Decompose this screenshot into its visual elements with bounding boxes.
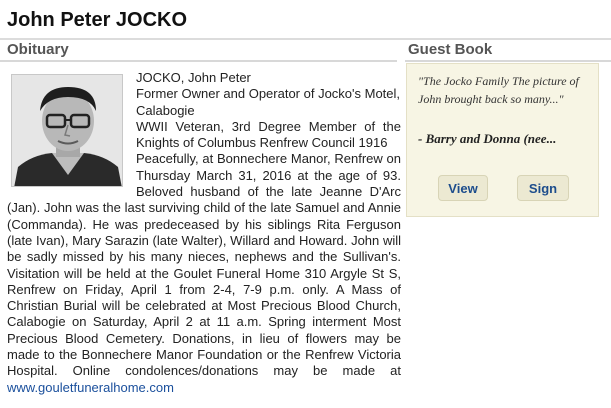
guest-book-author: - Barry and Donna (nee... bbox=[418, 131, 557, 146]
obituary-text bbox=[7, 70, 401, 396]
obituary-heading: Obituary bbox=[7, 41, 69, 58]
guest-book-divider bbox=[405, 60, 611, 62]
guest-book-quote: "The Jocko Family The picture of John brought back so many..." bbox=[418, 74, 579, 106]
title-divider bbox=[0, 38, 611, 40]
guest-book-heading: Guest Book bbox=[408, 41, 493, 58]
obituary-veteran: WWII Veteran, 3rd Degree Member of the Knights of Columbus Renfrew Council 1916 bbox=[136, 118, 401, 151]
obituary-name: JOCKO, John Peter bbox=[136, 70, 251, 85]
sign-button[interactable]: Sign bbox=[517, 175, 569, 201]
obituary-divider bbox=[0, 60, 397, 62]
guest-book-panel bbox=[406, 63, 599, 217]
photo-spacer bbox=[7, 70, 136, 188]
funeral-home-link[interactable]: www.gouletfuneralhome.com bbox=[7, 379, 174, 395]
obituary-occupation: Former Owner and Operator of Jocko's Motel, Calabogie bbox=[136, 86, 401, 118]
obituary-body: Peacefully, at Bonnechere Manor, Renfrew on Thursday March 31, 2016 at the age of 93. Beloved husband of the late Jeanne D'Arc (Jan). John was the last surviving child of the late Samuel and Annie (Commanda). He was predeceased by his siblings Rita Ferguson (late Ivan), Mary Sarazin (late Walter), Willard and Howard. John will be sadly missed by his many nieces, nephews and the Sullivan's. Visitation will be held at the Goulet Funeral Home 310 Argyle St S, Renfrew on Friday, April 1 from 2-4, 7-9 p.m. only. A Mass of Christian Burial will be celebrated at Most Precious Blood Church, Calabogie on Saturday, April 2 at 11 a.m. Spring interment Most Precious Blood Cemetery. Donations, in lieu of flowers may be made to the Bonnechere Manor Foundation or the Renfrew Victoria Hospital. Online condolences/donations may be made at bbox=[7, 151, 401, 379]
page-title: John Peter JOCKO bbox=[7, 9, 188, 31]
view-button[interactable]: View bbox=[438, 175, 488, 201]
